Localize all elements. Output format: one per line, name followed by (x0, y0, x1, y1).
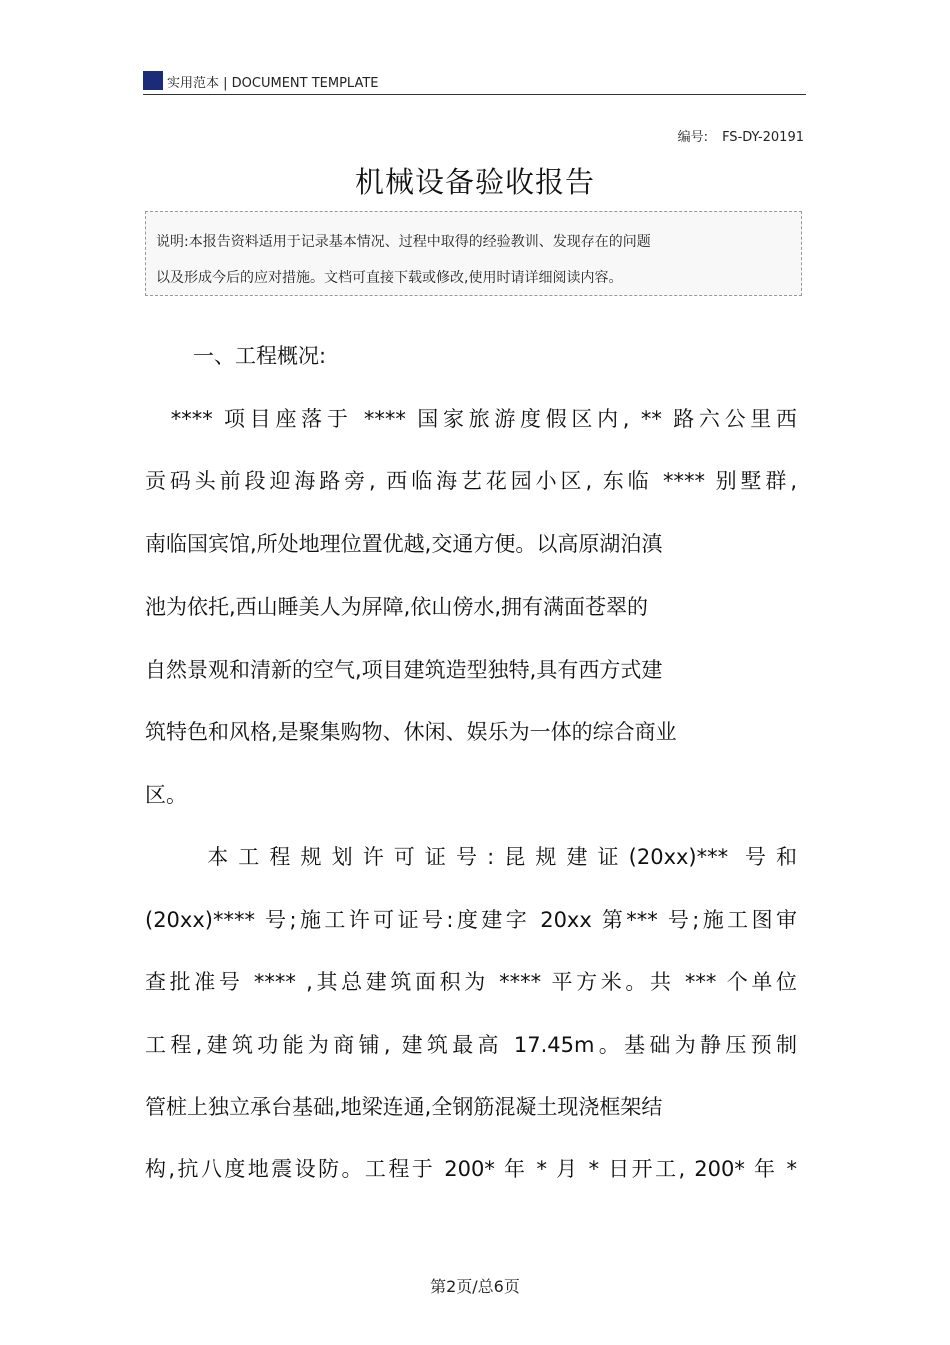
doc-number-value: FS-DY-20191 (722, 130, 804, 145)
description-line-1: 说明:本报告资料适用于记录基本情况、过程中取得的经验教训、发现存在的问题 (156, 234, 651, 250)
body-line: 查批准号 **** ,其总建筑面积为 **** 平方米。共 *** 个单位 (145, 970, 797, 994)
section-heading: 一、工程概况: (193, 344, 327, 368)
body-line: 区。 (145, 783, 187, 807)
header-text: 实用范本 | DOCUMENT TEMPLATE (167, 76, 379, 91)
body-line: 贡码头前段迎海路旁, 西临海艺花园小区, 东临 **** 别墅群, (145, 469, 797, 493)
page-title: 机械设备验收报告 (354, 165, 595, 199)
page-footer: 第2页/总6页 (430, 1277, 520, 1296)
body-line: **** 项目座落于 **** 国家旅游度假区内, ** 路六公里西 (145, 407, 797, 431)
body-line: 南临国宾馆,所处地理位置优越,交通方便。以高原湖泊滇 (145, 532, 663, 556)
body-line: 池为依托,西山睡美人为屏障,依山傍水,拥有满面苍翠的 (145, 595, 649, 619)
body-line: 自然景观和清新的空气,项目建筑造型独特,具有西方式建 (145, 658, 663, 682)
doc-number-label: 编号: (677, 130, 709, 145)
body-line: 工程,建筑功能为商铺, 建筑最高 17.45m。基础为静压预制 (145, 1033, 797, 1057)
description-line-2: 以及形成今后的应对措施。文档可直接下载或修改,使用时请详细阅读内容。 (156, 270, 623, 286)
body-line: 筑特色和风格,是聚集购物、休闲、娱乐为一体的综合商业 (145, 720, 677, 744)
logo-square-icon (143, 71, 163, 90)
document-number (678, 126, 804, 145)
body-line: 本工程规划许可证号:昆规建证(20xx)*** 号和 (145, 845, 797, 869)
body-line: 管桩上独立承台基础,地梁连通,全钢筋混凝土现浇框架结 (145, 1095, 663, 1119)
description-box (145, 211, 802, 296)
body-line: 构,抗八度地震设防。工程于 200* 年 * 月 * 日开工, 200* 年 * (145, 1157, 797, 1181)
page-header (143, 68, 806, 95)
body-line: (20xx)**** 号;施工许可证号:度建字 20xx 第*** 号;施工图审 (145, 908, 797, 932)
